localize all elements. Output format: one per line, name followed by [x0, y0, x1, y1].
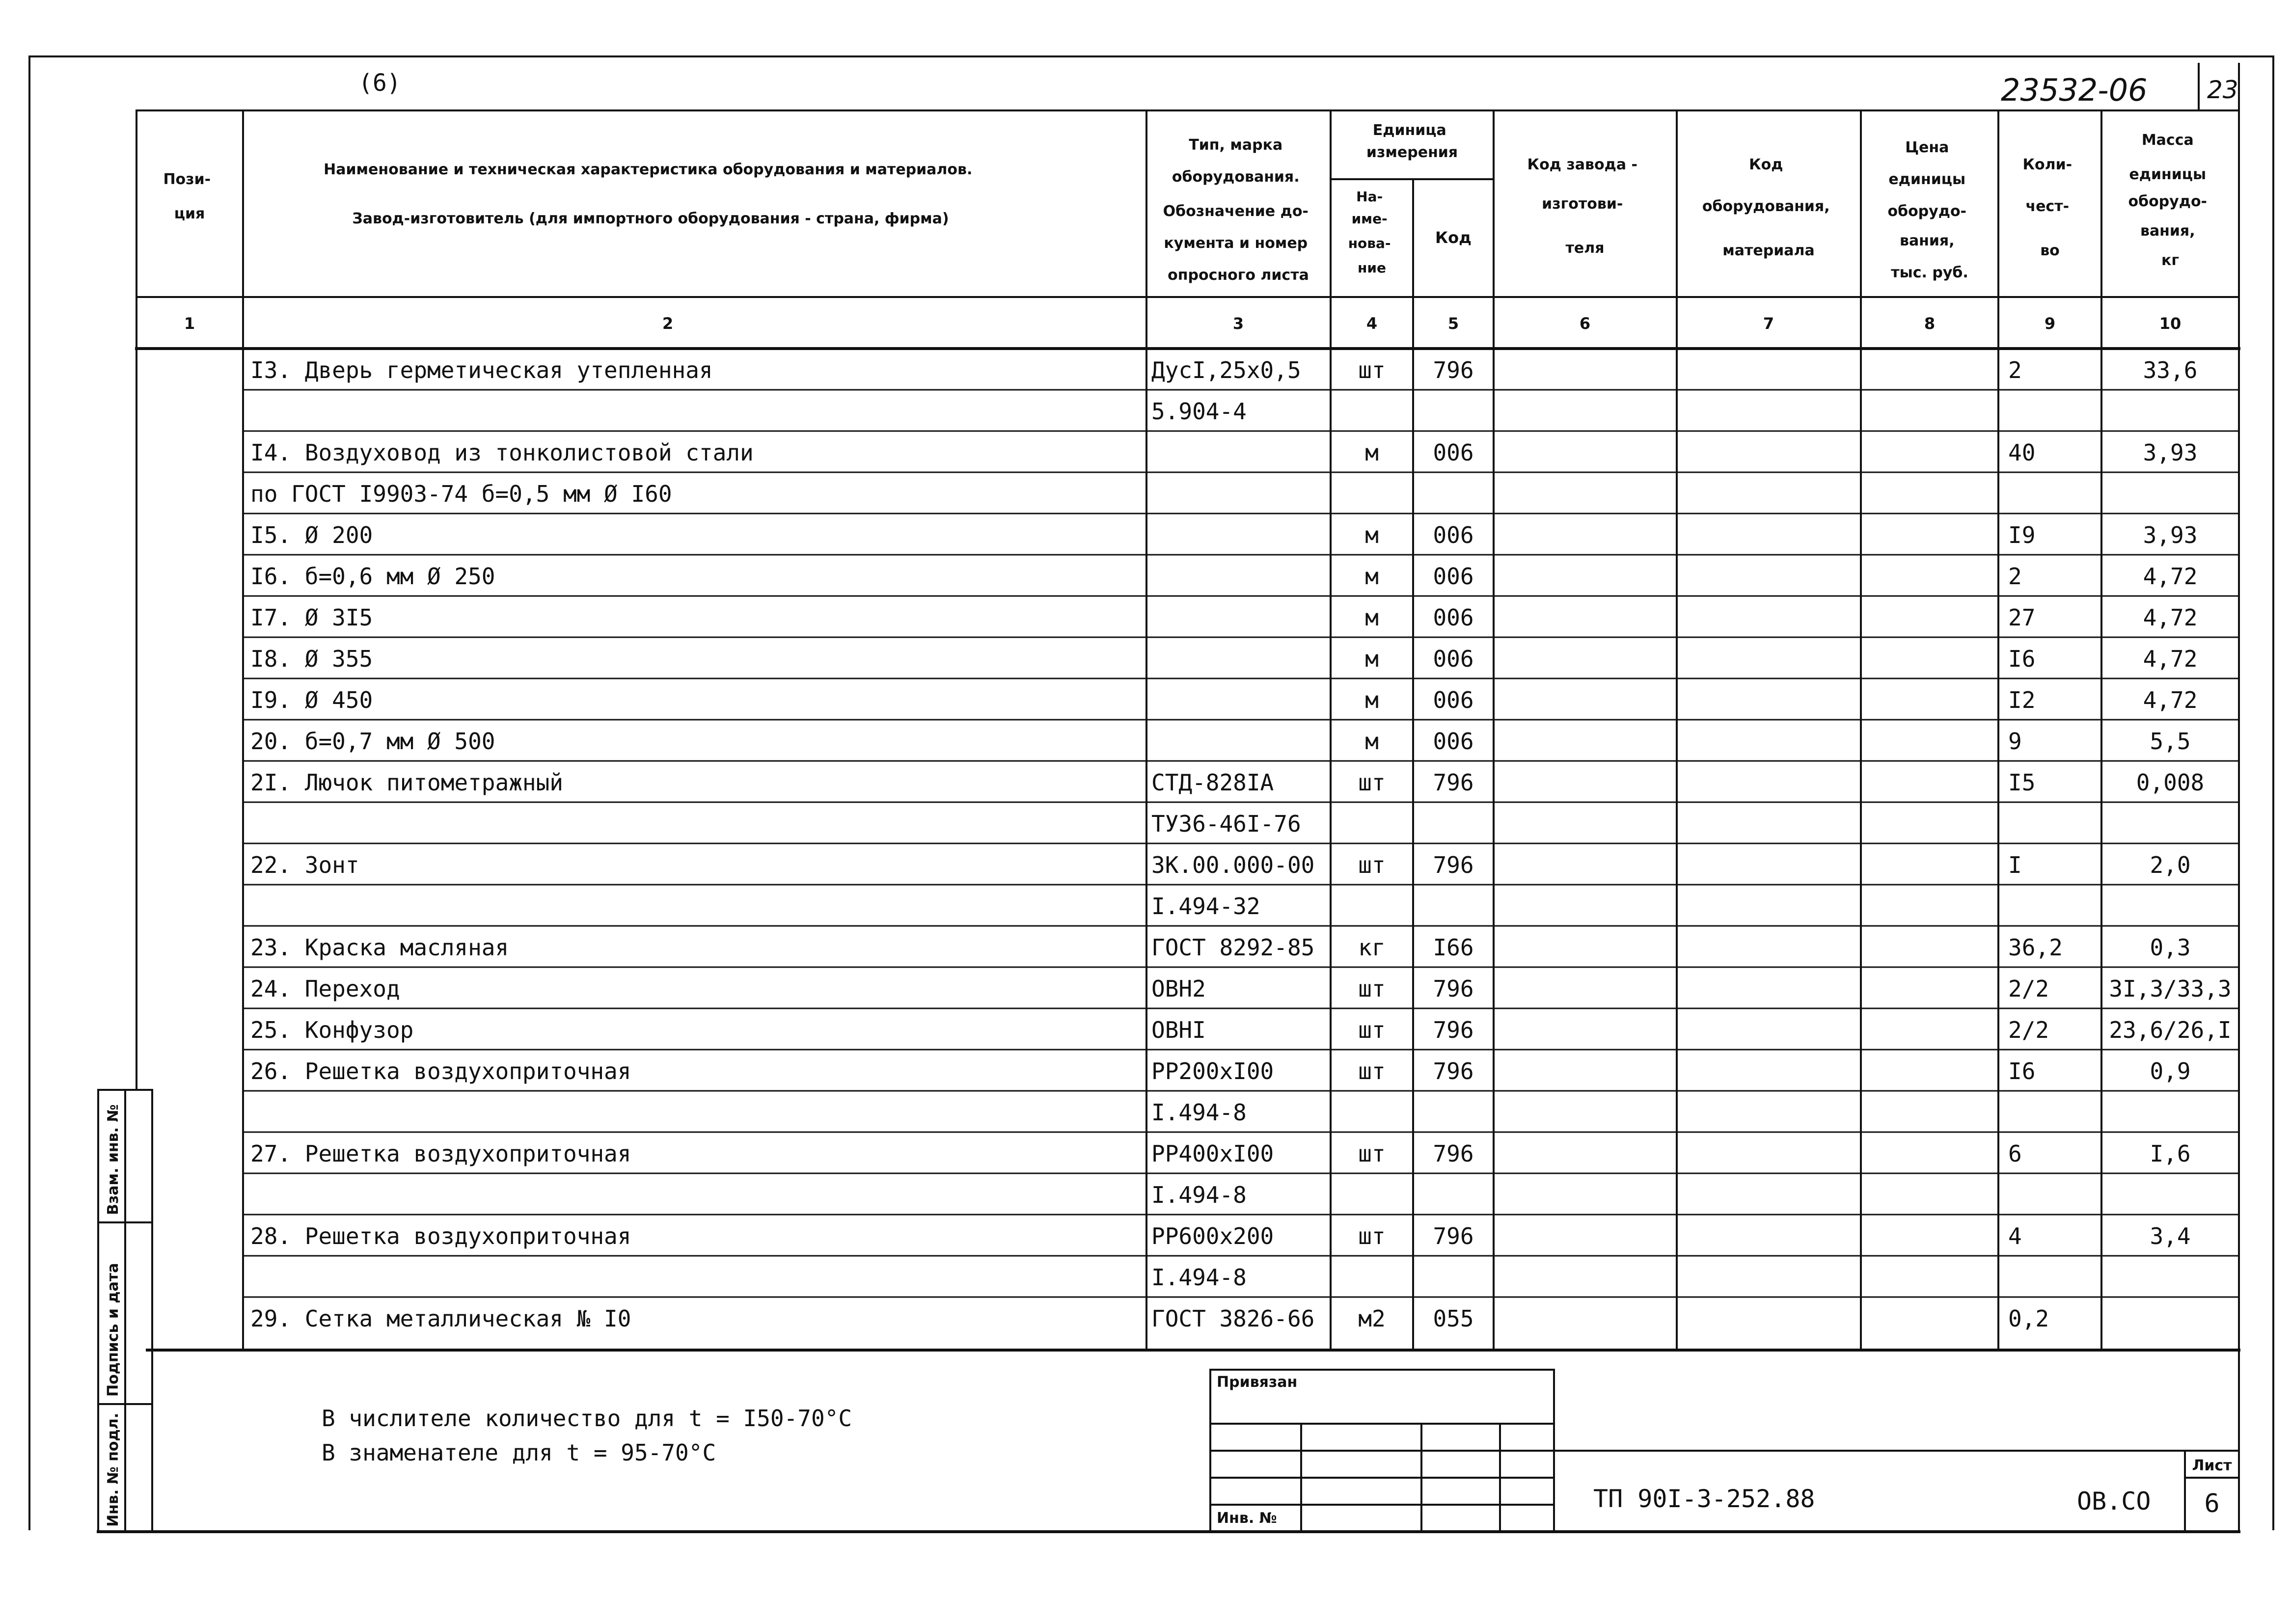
cell-unit-name: шт — [1358, 852, 1386, 878]
cell-unit-name: м — [1365, 563, 1379, 590]
hdr-mass: Масса единицы оборудо- вания, кг — [2128, 132, 2208, 269]
stamp-section: ОВ.СО — [2077, 1487, 2151, 1516]
stamp-list-number: 6 — [2204, 1489, 2220, 1518]
col-number: 2 — [662, 314, 674, 333]
cell-mass: 23,6/26,I — [2109, 1017, 2232, 1043]
cell-type: I.494-8 — [1151, 1099, 1247, 1126]
cell-unit-name: м — [1365, 604, 1379, 631]
table-row — [250, 728, 2191, 755]
page-corner-number: 23 — [2207, 76, 2238, 104]
cell-mass: 4,72 — [2143, 687, 2198, 713]
hdr-quantity: Коли- чест- во — [2022, 156, 2073, 259]
hdr-equipment-code: Код оборудования, материала — [1702, 156, 1830, 259]
table-row — [250, 439, 2197, 466]
table-row — [250, 604, 2197, 631]
table-row — [250, 1058, 2191, 1084]
table-row — [1151, 1099, 1247, 1126]
table-header — [163, 122, 2212, 284]
cell-type: РР600х200 — [1151, 1223, 1274, 1249]
table-row — [250, 522, 2197, 548]
cell-unit-name: шт — [1358, 975, 1386, 1002]
cell-unit-name: шт — [1358, 769, 1386, 796]
cell-quantity: 27 — [2008, 604, 2036, 631]
sheet-marker: (6) — [358, 69, 401, 97]
table-row — [250, 357, 2197, 383]
margin-podpis: Подпись и дата — [105, 1263, 122, 1397]
cell-unit-code: 006 — [1433, 439, 1474, 466]
cell-quantity: I2 — [2008, 687, 2036, 713]
column-numbers — [184, 314, 2181, 333]
cell-name: I4. Воздуховод из тонколистовой стали — [250, 439, 754, 466]
table-row — [250, 852, 2191, 878]
cell-unit-name: м — [1365, 646, 1379, 672]
cell-mass: 3,93 — [2143, 522, 2198, 548]
cell-unit-name: м2 — [1358, 1305, 1386, 1332]
cell-unit-code: 055 — [1433, 1305, 1474, 1332]
cell-name: I6. б=0,6 мм Ø 250 — [250, 563, 495, 590]
cell-name: 23. Краска масляная — [250, 934, 509, 961]
note-denominator: В знаменателе для t = 95-70°С — [322, 1439, 716, 1466]
cell-unit-code: 796 — [1433, 769, 1474, 796]
cell-quantity: I6 — [2008, 1058, 2036, 1084]
cell-unit-name: шт — [1358, 1017, 1386, 1043]
cell-unit-code: 006 — [1433, 604, 1474, 631]
cell-unit-code: 006 — [1433, 687, 1474, 713]
cell-unit-code: 796 — [1433, 975, 1474, 1002]
table-row — [250, 481, 672, 507]
hdr-unit-code: Код — [1435, 228, 1472, 247]
cell-unit-code: 796 — [1433, 1058, 1474, 1084]
cell-unit-name: м — [1365, 687, 1379, 713]
table-row — [250, 934, 2191, 961]
col-number: 6 — [1579, 314, 1591, 333]
table-row — [1151, 811, 1301, 837]
col-number: 4 — [1366, 314, 1378, 333]
stamp-privyazan: Привязан — [1217, 1374, 1298, 1391]
hdr-name: Наименование и техническая характеристика оборудования и материалов. Завод-изготовитель (для импортного оборудования - страна, фирма) — [324, 161, 973, 227]
cell-type: I.494-32 — [1151, 893, 1260, 920]
cell-quantity: 2/2 — [2008, 975, 2049, 1002]
hdr-unit-name: На- име- нова- ние — [1348, 189, 1391, 276]
col-number: 7 — [1763, 314, 1774, 333]
col-number: 8 — [1924, 314, 1936, 333]
cell-quantity: 40 — [2008, 439, 2036, 466]
hdr-unit-group: Единица измерения — [1366, 122, 1458, 161]
table-row — [250, 1140, 2191, 1167]
table-body — [250, 357, 2232, 1332]
cell-name: 20. б=0,7 мм Ø 500 — [250, 728, 495, 755]
cell-mass: 4,72 — [2143, 646, 2198, 672]
cell-unit-name: шт — [1358, 1223, 1386, 1249]
cell-unit-name: м — [1365, 522, 1379, 548]
margin-vzam: Взам. инв. № — [105, 1104, 122, 1215]
cell-mass: 5,5 — [2150, 728, 2191, 755]
cell-name: I5. Ø 200 — [250, 522, 373, 548]
cell-name: 24. Переход — [250, 975, 400, 1002]
cell-unit-code: 796 — [1433, 1140, 1474, 1167]
cell-type: ОВН2 — [1151, 975, 1206, 1002]
table-row — [250, 975, 2232, 1002]
col-number: 9 — [2044, 314, 2056, 333]
cell-quantity: I6 — [2008, 646, 2036, 672]
cell-unit-code: I66 — [1433, 934, 1474, 961]
cell-quantity: I — [2008, 852, 2022, 878]
table-row — [250, 1305, 2049, 1332]
cell-name: I3. Дверь герметическая утепленная — [250, 357, 713, 383]
cell-quantity: 0,2 — [2008, 1305, 2049, 1332]
hdr-unit-price: Цена единицы оборудо- вания, тыс. руб. — [1887, 139, 1968, 281]
table-row — [1151, 1182, 1247, 1208]
cell-quantity: 2 — [2008, 357, 2022, 383]
cell-mass: 33,6 — [2143, 357, 2198, 383]
cell-name: I9. Ø 450 — [250, 687, 373, 713]
cell-unit-name: м — [1365, 728, 1379, 755]
note-numerator: В числителе количество для t = I50-70°С — [322, 1405, 852, 1432]
table-row — [1151, 398, 1247, 425]
cell-type: ЗК.00.000-00 — [1151, 852, 1315, 878]
hdr-position: Пози- ция — [163, 171, 211, 222]
cell-unit-code: 796 — [1433, 1017, 1474, 1043]
cell-mass: 4,72 — [2143, 563, 2198, 590]
cell-quantity: 2 — [2008, 563, 2022, 590]
cell-quantity: I9 — [2008, 522, 2036, 548]
col-number: 1 — [184, 314, 195, 333]
cell-quantity: 9 — [2008, 728, 2022, 755]
cell-mass: 3,93 — [2143, 439, 2198, 466]
cell-unit-code: 796 — [1433, 1223, 1474, 1249]
cell-name: 22. Зонт — [250, 852, 359, 878]
hdr-type: Тип, марка оборудования. Обозначение до- кумента и номер опросного листа — [1163, 136, 1309, 284]
cell-unit-code: 006 — [1433, 563, 1474, 590]
cell-name: по ГОСТ I9903-74 б=0,5 мм Ø I60 — [250, 481, 672, 507]
cell-mass: 0,3 — [2150, 934, 2191, 961]
cell-mass: 0,9 — [2150, 1058, 2191, 1084]
cell-quantity: 36,2 — [2008, 934, 2063, 961]
col-number: 5 — [1447, 314, 1459, 333]
margin-inv-podl: Инв. № подл. — [105, 1412, 122, 1527]
cell-unit-code: 796 — [1433, 852, 1474, 878]
cell-mass: 0,008 — [2136, 769, 2205, 796]
cell-type: ОВНI — [1151, 1017, 1206, 1043]
table-row — [1151, 1264, 1247, 1291]
cell-quantity: 4 — [2008, 1223, 2022, 1249]
cell-name: I7. Ø 3I5 — [250, 604, 373, 631]
cell-unit-code: 006 — [1433, 728, 1474, 755]
cell-type: РР400хI00 — [1151, 1140, 1274, 1167]
cell-mass: I,6 — [2150, 1140, 2191, 1167]
cell-type: 5.904-4 — [1151, 398, 1247, 425]
cell-type: ГОСТ 8292-85 — [1151, 934, 1315, 961]
stamp-inv-no: Инв. № — [1217, 1510, 1277, 1527]
cell-quantity: 6 — [2008, 1140, 2022, 1167]
cell-unit-name: шт — [1358, 1140, 1386, 1167]
cell-unit-name: м — [1365, 439, 1379, 466]
cell-type: ТУ36-46I-76 — [1151, 811, 1301, 837]
table-row — [1151, 893, 1260, 920]
cell-type: I.494-8 — [1151, 1264, 1247, 1291]
cell-name: 29. Сетка металлическая № I0 — [250, 1305, 631, 1332]
cell-type: ДусI,25х0,5 — [1151, 357, 1301, 383]
table-row — [250, 1223, 2191, 1249]
cell-type: СТД-828IА — [1151, 769, 1274, 796]
doc-number: 23532-06 — [2001, 72, 2148, 108]
table-row — [250, 646, 2197, 672]
cell-quantity: 2/2 — [2008, 1017, 2049, 1043]
cell-mass: 3,4 — [2150, 1223, 2191, 1249]
cell-name: 27. Решетка воздухоприточная — [250, 1140, 631, 1167]
cell-unit-code: 006 — [1433, 646, 1474, 672]
cell-type: ГОСТ 3826-66 — [1151, 1305, 1315, 1332]
cell-quantity: I5 — [2008, 769, 2036, 796]
table-row — [250, 563, 2197, 590]
cell-unit-name: шт — [1358, 1058, 1386, 1084]
stamp-doc-code: ТП 90I-3-252.88 — [1593, 1485, 1815, 1513]
table-row — [250, 769, 2204, 796]
cell-unit-code: 796 — [1433, 357, 1474, 383]
hdr-plant-code: Код завода - изготови- теля — [1527, 156, 1637, 257]
table-row — [250, 687, 2197, 713]
cell-name: 26. Решетка воздухоприточная — [250, 1058, 631, 1084]
cell-mass: 2,0 — [2150, 852, 2191, 878]
cell-mass: 3I,3/33,3 — [2109, 975, 2232, 1002]
cell-name: 25. Конфузор — [250, 1017, 414, 1043]
cell-unit-name: кг — [1358, 934, 1386, 961]
cell-type: I.494-8 — [1151, 1182, 1247, 1208]
col-number: 10 — [2159, 314, 2182, 333]
cell-unit-name: шт — [1358, 357, 1386, 383]
cell-type: РР200хI00 — [1151, 1058, 1274, 1084]
cell-mass: 4,72 — [2143, 604, 2198, 631]
col-number: 3 — [1232, 314, 1244, 333]
stamp-list-label: Лист — [2192, 1457, 2232, 1474]
table-row — [250, 1017, 2232, 1043]
cell-name: 28. Решетка воздухоприточная — [250, 1223, 631, 1249]
cell-unit-code: 006 — [1433, 522, 1474, 548]
cell-name: 2I. Лючок питометражный — [250, 769, 563, 796]
cell-name: I8. Ø 355 — [250, 646, 373, 672]
